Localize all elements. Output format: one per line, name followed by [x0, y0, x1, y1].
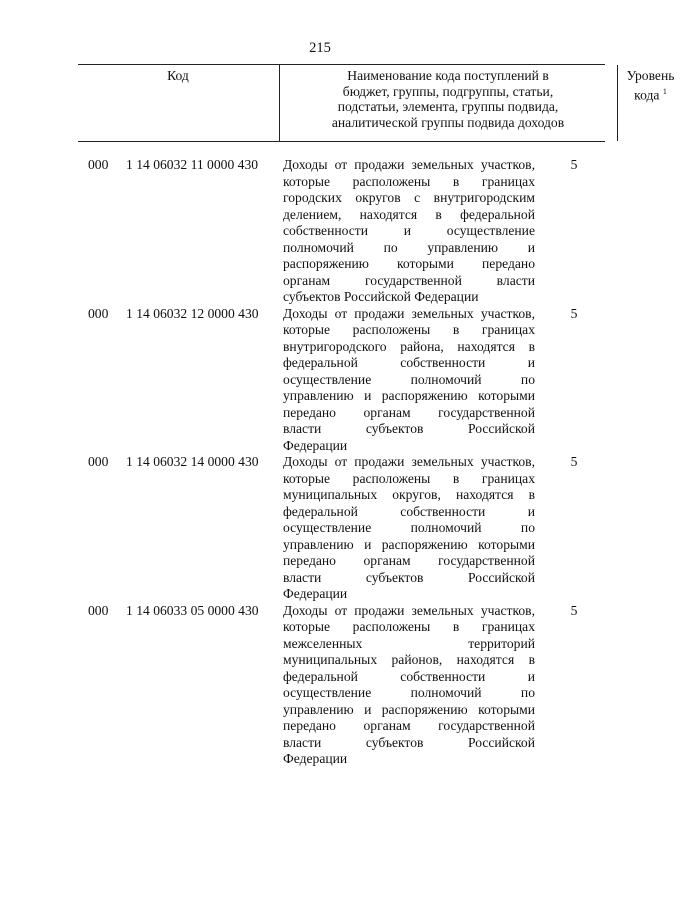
code-level: 5 — [570, 602, 578, 618]
income-description — [283, 306, 535, 455]
table-row — [0, 454, 640, 603]
description-line: Федерации — [283, 437, 348, 453]
description-line: управлению и распоряжению которыми — [283, 701, 535, 717]
description-line: передано органам государственной — [283, 553, 535, 568]
income-description — [283, 157, 535, 306]
description-line: управлению и распоряжению которыми — [283, 536, 535, 552]
header-name-line: бюджет, группы, подгруппы, статьи, — [342, 83, 554, 99]
admin-code: 000 — [88, 305, 109, 321]
description-line: муниципальных районов, находятся в — [283, 652, 535, 667]
description-line: субъектов Российской Федерации — [283, 289, 479, 304]
footnote-marker: 1 — [662, 86, 667, 96]
table-header — [78, 64, 675, 142]
description-line: федеральной собственности и — [283, 668, 535, 684]
header-code: Код — [167, 68, 189, 83]
description-line: Доходы от продажи земельных участков, — [283, 602, 535, 618]
description-line: Доходы от продажи земельных участков, — [283, 157, 535, 172]
description-line: передано органам государственной — [283, 718, 535, 733]
table-row — [0, 157, 640, 306]
description-line: осуществление полномочий по — [283, 371, 535, 387]
description-line: городских округов с внутригородским — [283, 190, 535, 205]
description-line: межселенных территорий — [283, 635, 535, 651]
description-line: власти субъектов Российской — [283, 734, 535, 750]
code-level: 5 — [570, 305, 578, 321]
code-level: 5 — [570, 454, 578, 469]
description-line: передано органам государственной — [283, 404, 535, 420]
income-code: 1 14 06032 12 0000 430 — [126, 305, 259, 321]
code-level: 5 — [570, 157, 578, 172]
admin-code: 000 — [88, 157, 109, 172]
description-line: которые расположены в границах — [283, 322, 535, 337]
table-row — [0, 603, 640, 768]
header-level-line: Уровень — [626, 68, 675, 83]
description-line: делением, находятся в федеральной — [283, 206, 535, 222]
description-line: распоряжению которыми передано — [283, 256, 535, 271]
income-code: 1 14 06032 14 0000 430 — [126, 454, 259, 469]
description-line: которые расположены в границах — [283, 470, 535, 486]
table-row — [0, 306, 640, 455]
description-line: органам государственной власти — [283, 272, 535, 288]
description-line: федеральной собственности и — [283, 355, 535, 370]
page-number: 215 — [309, 40, 331, 56]
income-description — [283, 603, 535, 768]
description-line: внутригородского района, находятся в — [283, 338, 535, 354]
description-line: Федерации — [283, 751, 348, 766]
description-line: федеральной собственности и — [283, 503, 535, 519]
income-description — [283, 454, 535, 603]
description-line: Доходы от продажи земельных участков, — [283, 454, 535, 469]
description-line: Доходы от продажи земельных участков, — [283, 305, 535, 321]
header-name-line: подстатьи, элемента, группы подвида, — [337, 99, 559, 114]
header-name-line: Наименование кода поступлений в — [347, 68, 549, 83]
description-line: осуществление полномочий по — [283, 685, 535, 700]
description-line: Федерации — [283, 586, 348, 601]
description-line: которые расположены в границах — [283, 619, 535, 634]
income-code: 1 14 06032 11 0000 430 — [126, 157, 259, 172]
header-name-line: аналитической группы подвида доходов — [331, 114, 565, 130]
description-line: полномочий по управлению и — [283, 239, 535, 255]
admin-code: 000 — [88, 602, 109, 618]
description-line: управлению и распоряжению которыми — [283, 388, 535, 403]
description-line: осуществление полномочий по — [283, 520, 535, 535]
header-level-line: кода $^1$ — [634, 86, 667, 103]
description-line: собственности и осуществление — [283, 223, 535, 238]
header-level — [618, 65, 683, 144]
table-body — [0, 157, 640, 768]
header-name — [280, 65, 616, 144]
description-line: власти субъектов Российской — [283, 569, 535, 585]
income-code: 1 14 06033 05 0000 430 — [126, 602, 259, 618]
description-line: муниципальных округов, находятся в — [283, 487, 535, 502]
admin-code: 000 — [88, 454, 109, 469]
description-line: которые расположены в границах — [283, 173, 535, 189]
description-line: власти субъектов Российской — [283, 421, 535, 436]
